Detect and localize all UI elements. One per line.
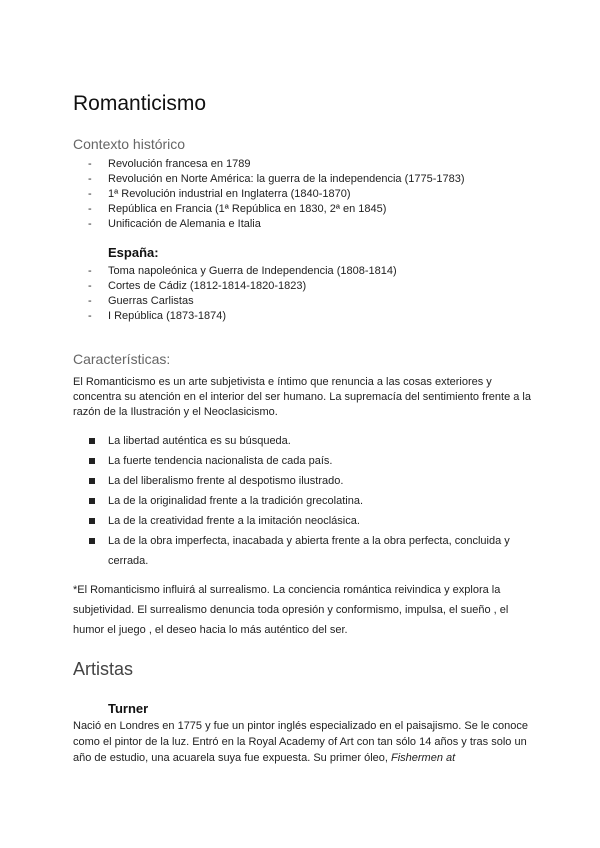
list-item: La libertad auténtica es su búsqueda.: [88, 431, 528, 451]
turner-bio: [73, 718, 533, 766]
list-item: - República en Francia (1ª República en 1830, 2ª en 1845): [88, 202, 465, 217]
list-item: - Toma napoleónica y Guerra de Independencia (1808-1814): [88, 264, 397, 279]
surrealism-note: *El Romanticismo influirá al surrealismo. La conciencia romántica reivindica y explora la subjetividad. El surrealismo denuncia toda opresión y conformismo, impulsa, el sueño , el humor el juego , el deseo hacia lo más auténtico del ser.: [73, 584, 509, 636]
list-item: La fuerte tendencia nacionalista de cada país.: [88, 451, 528, 471]
spain-list: [88, 264, 397, 324]
list-item: - Revolución francesa en 1789: [88, 157, 465, 172]
page-title: Romanticismo: [73, 92, 207, 115]
context-heading: Contexto histórico: [73, 136, 186, 152]
characteristics-intro: El Romanticismo es un arte subjetivista e íntimo que renuncia a las cosas exteriores y concentra su atención en el interior del ser humano. La supremacía del sentimiento frente a la razón de la Ilustración y el Neoclasicismo.: [73, 376, 531, 418]
list-item: - Cortes de Cádiz (1812-1814-1820-1823): [88, 279, 397, 294]
list-item: La del liberalismo frente al despotismo ilustrado.: [88, 471, 528, 491]
list-item: - 1ª Revolución industrial en Inglaterra (1840-1870): [88, 187, 465, 202]
characteristics-heading: Características:: [73, 351, 171, 367]
list-item: - Guerras Carlistas: [88, 294, 397, 309]
turner-bio-text: Nació en Londres en 1775 y fue un pintor inglés especializado en el paisajismo. Se le conoce como el pintor de la luz. Entró en la Royal Academy of Art con tan sólo 14 años y tras solo un año de estudio, una acuarela suya fue expuesta. Su primer óleo,: [73, 720, 528, 764]
list-item: La de la obra imperfecta, inacabada y abierta frente a la obra perfecta, concluida y cerrada.: [88, 531, 528, 571]
spain-heading: España:: [108, 245, 159, 260]
list-item: La de la originalidad frente a la tradición grecolatina.: [88, 491, 528, 511]
list-item: - I República (1873-1874): [88, 309, 397, 324]
artists-heading: Artistas: [73, 659, 134, 679]
turner-heading: Turner: [108, 701, 149, 716]
list-item: - Unificación de Alemania e Italia: [88, 217, 465, 232]
characteristics-list: [88, 431, 528, 571]
turner-bio-italic: Fishermen at: [391, 752, 456, 764]
list-item: La de la creatividad frente a la imitación neoclásica.: [88, 511, 528, 531]
list-item: - Revolución en Norte América: la guerra de la independencia (1775-1783): [88, 172, 465, 187]
context-list: [88, 157, 465, 232]
